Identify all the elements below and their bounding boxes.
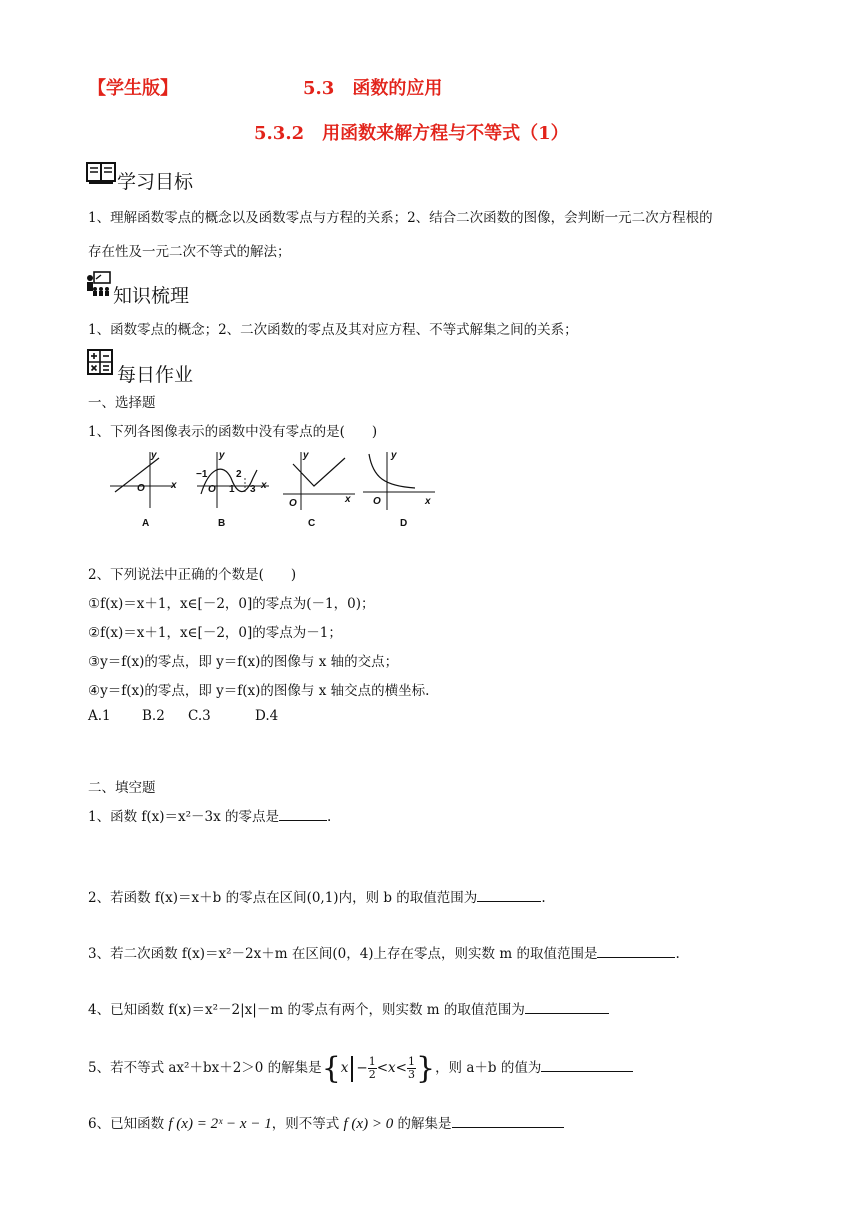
knowledge-title: 知识梳理 [113, 285, 190, 307]
fill-5-frac-1-num: 1 [368, 1055, 376, 1068]
fill-5-frac-2 [407, 1056, 416, 1081]
graph-c-label: C [308, 518, 316, 529]
graph-b-label: B [218, 518, 226, 529]
chapter-title: 5.3 函数的应用 [303, 78, 443, 99]
fill-3-blank[interactable] [597, 945, 675, 958]
graph-a-label: A [142, 518, 150, 529]
teacher-icon [84, 270, 112, 298]
fill-1-text: 1、函数 f(x)＝x²－3x 的零点是 [88, 809, 280, 825]
graph-a [110, 452, 175, 508]
graph-c-y: y [303, 450, 309, 461]
fill-5-frac-2-den: 3 [407, 1068, 415, 1081]
graph-a-origin: O [137, 483, 145, 494]
question-2-item-2: ②f(x)＝x＋1，x∈[－2，0]的零点为－1； [88, 625, 342, 641]
fill-3 [88, 942, 680, 962]
part2-heading: 二、填空题 [88, 780, 156, 796]
fill-1 [88, 805, 331, 825]
question-2-option-c: C.3 [188, 708, 211, 724]
book-icon [86, 161, 116, 185]
fill-5-lt-2: < [395, 1060, 407, 1076]
fill-6-post: 的解集是 [397, 1116, 452, 1132]
fill-2-blank[interactable] [477, 889, 541, 902]
graph-b-tick-2: 2 [236, 469, 242, 480]
goals-line-2: 存在性及一元二次不等式的解法； [88, 244, 291, 260]
fill-6-function: f (x) = 2ˣ − x − 1 [168, 1116, 272, 1132]
question-2-item-1: ①f(x)＝x＋1，x∈[－2，0]的零点为(－1，0)； [88, 596, 375, 612]
fill-5 [88, 1050, 633, 1087]
calculator-icon [87, 349, 113, 375]
fill-2-end: . [541, 890, 546, 906]
fill-5-lt-1: < [376, 1060, 389, 1076]
question-2-option-a: A.1 [88, 708, 111, 724]
fill-5-text: 5、若不等式 ax²＋bx＋2＞0 的解集是 [88, 1060, 322, 1076]
fill-5-blank[interactable] [541, 1059, 633, 1072]
fill-3-end: . [675, 946, 680, 962]
fill-4 [88, 998, 609, 1018]
edition-label: 【学生版】 [88, 78, 178, 99]
graph-b-tick-3: 1 [229, 484, 235, 495]
fill-5-brace-right: } [415, 1050, 436, 1086]
fill-6-blank[interactable] [452, 1115, 564, 1128]
graph-b-tick-1: −1 [196, 469, 208, 480]
fill-3-text: 3、若二次函数 f(x)＝x²－2x＋m 在区间(0，4)上存在零点，则实数 m 的取值范围是 [88, 946, 598, 962]
question-2-option-b: B.2 [142, 708, 165, 724]
graph-a-x: x [171, 480, 177, 491]
goals-line-1: 1、理解函数零点的概念以及函数零点与方程的关系；2、结合二次函数的图像，会判断一元二次方程根的 [88, 210, 713, 226]
fill-5-x: x [388, 1060, 396, 1076]
homework-title: 每日作业 [117, 364, 194, 386]
question-2-option-d: D.4 [255, 708, 279, 724]
fill-6-text: 6、已知函数 [88, 1116, 165, 1132]
fill-5-frac-1 [368, 1056, 377, 1081]
graph-b-tick-4: 3 [250, 484, 256, 495]
question-1: 1、下列各图像表示的函数中没有零点的是( ) [88, 424, 378, 440]
graph-b-x: x [261, 480, 267, 491]
fill-4-blank[interactable] [525, 1001, 609, 1014]
fill-2 [88, 886, 546, 906]
fill-5-frac-2-num: 1 [407, 1055, 415, 1068]
fill-5-brace-left: { [321, 1050, 341, 1086]
fill-6-mid: ，则不等式 [271, 1116, 340, 1132]
part1-heading: 一、选择题 [88, 395, 156, 411]
lesson-title: 5.3.2 用函数来解方程与不等式（1） [254, 123, 569, 144]
graph-c-x: x [345, 494, 351, 505]
graph-d-origin: O [373, 496, 381, 507]
fill-1-end: . [327, 809, 332, 825]
graph-c-origin: O [289, 498, 297, 509]
fill-4-text: 4、已知函数 f(x)＝x²－2|x|－m 的零点有两个，则实数 m 的取值范围为 [88, 1002, 525, 1018]
fill-5-bar [351, 1056, 353, 1082]
graph-d-label: D [400, 518, 408, 529]
graph-d-x: x [425, 496, 431, 507]
graph-b-y: y [219, 450, 225, 461]
question-1-graphs [105, 448, 455, 534]
knowledge-line-1: 1、函数零点的概念；2、二次函数的零点及其对应方程、不等式解集之间的关系； [88, 322, 578, 338]
fill-6 [88, 1112, 564, 1133]
fill-5-post: ，则 a＋b 的值为 [435, 1060, 542, 1076]
question-2-item-3: ③y＝f(x)的零点，即 y＝f(x)的图像与 x 轴的交点； [88, 654, 399, 670]
graph-a-y: y [151, 450, 157, 461]
graph-b [197, 452, 269, 508]
goals-title: 学习目标 [117, 171, 194, 193]
graph-b-origin: O [208, 484, 216, 495]
question-2-item-4: ④y＝f(x)的零点，即 y＝f(x)的图像与 x 轴交点的横坐标. [88, 683, 430, 699]
fill-1-blank[interactable] [279, 808, 327, 821]
fill-6-inequality: f (x) > 0 [343, 1116, 394, 1132]
fill-2-text: 2、若函数 f(x)＝x＋b 的零点在区间(0,1)内，则 b 的取值范围为 [88, 890, 478, 906]
graph-d-y: y [391, 450, 397, 461]
fill-5-var: x [340, 1060, 349, 1076]
fill-5-frac-1-den: 2 [368, 1068, 376, 1081]
fill-5-neg: − [356, 1060, 368, 1076]
question-2: 2、下列说法中正确的个数是( ) [88, 567, 297, 583]
